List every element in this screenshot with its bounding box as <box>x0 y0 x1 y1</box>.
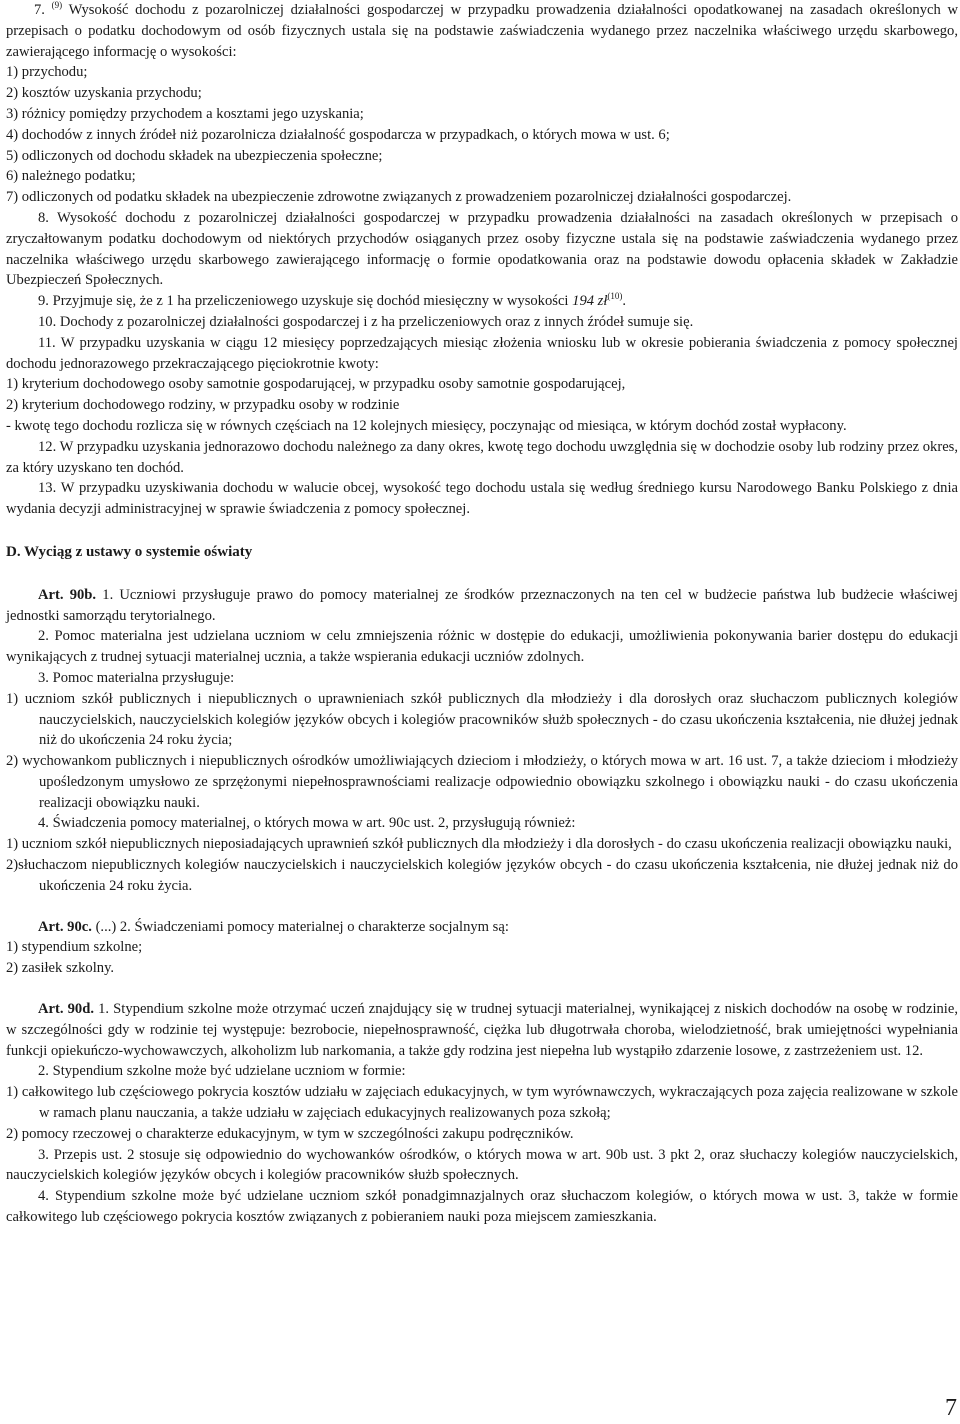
list-item: 2) wychowankom publicznych i niepublicznych ośrodków umożliwiających dzieciom i młodzieży, o których mowa w art. 16 ust. 7, a także dzieciom i młodzieży upośledzonym umysłowo ze sprzężonymi niepełnosprawnościami realizacje odpowiednio obowiązku szkolnego i obowiązku nauki - do czasu ukończenia realizacji obowiązku nauki. <box>6 753 958 811</box>
document-page <box>6 0 958 1228</box>
list-item: 1) uczniom szkół publicznych i niepublicznych o uprawnieniach szkół publicznych dla młodzieży i dla dorosłych oraz słuchaczom publicznych kolegiów nauczycielskich, nauczycielskich kolegiów języków obcych i kolegiów pracowników służb społecznych - do czasu ukończenia kształcenia, nie dłużej jednak niż do ukończenia 24 roku życia; <box>6 690 958 749</box>
art-90c: Art. 90c. (...) 2. Świadczeniami pomocy materialnej o charakterze socjalnym są: <box>38 918 509 935</box>
list-item: 4) dochodów z innych źródeł niż pozarolnicza działalność gospodarcza w przypadkach, o których mowa w ust. 6; <box>6 126 670 143</box>
list-item: 5) odliczonych od dochodu składek na ubezpieczenia społeczne; <box>6 147 383 164</box>
list-item: 6) należnego podatku; <box>6 168 136 185</box>
section-10: 10. Dochody z pozarolniczej działalności gospodarczej i z ha przeliczeniowych oraz z innych źródeł sumuje się. <box>38 313 694 330</box>
art-90b-p2: 2. Pomoc materialna jest udzielana uczniom w celu zmniejszenia różnic w dostępie do edukacji, umożliwienia pokonywania barier dostępu do edukacji wynikających z trudnej sytuacji materialnej ucznia, a także wspierania edukacji uczniów zdolnych. <box>6 628 958 666</box>
art-90d-p4: 4. Stypendium szkolne może być udzielane uczniom szkół ponadgimnazjalnych oraz słuchaczom kolegiów, o których mowa w ust. 3, także w formie całkowitego lub częściowego pokrycia kosztów związanych z pobieraniem nauki poza miejscem zamieszkania. <box>6 1188 958 1226</box>
list-item: 2) kosztów uzyskania przychodu; <box>6 85 202 102</box>
list-item: 3) różnicy pomiędzy przychodem a kosztami jego uzyskania; <box>6 105 364 122</box>
art-90b-p1: Art. 90b. 1. Uczniowi przysługuje prawo do pomocy materialnej ze środków przeznaczonych na ten cel w budżecie państwa lub budżecie właściwej jednostki samorządu terytorialnego. <box>6 586 958 624</box>
section-7-intro: 7. $^{(9)}$ Wysokość dochodu z pozarolniczej działalności gospodarczej w przypadku prowadzenia działalności opodatkowanej na zasadach określonych w przepisach o podatku dochodowym od osób fizycznych ustala się na podstawie zaświadczenia wydanego przez naczelnika właściwego urzędu skarbowego, zawierającego informację o wysokości: <box>6 0 958 60</box>
list-item: 1) stypendium szkolne; <box>6 939 143 956</box>
list-item: 2) zasiłek szkolny. <box>6 960 115 977</box>
list-item: 1) całkowitego lub częściowego pokrycia kosztów udziału w zajęciach edukacyjnych, w tym wyrównawczych, wykraczających poza zajęcia realizowane w szkole w ramach planu nauczania, a także udziału w zajęciach edukacyjnych realizowanych poza szkołą; <box>6 1084 958 1122</box>
list-item: 1) kryterium dochodowego osoby samotnie gospodarującej, w przypadku osoby samotnie gospodarującej, <box>6 376 626 393</box>
list-item: 2) pomocy rzeczowej o charakterze edukacyjnym, w tym w szczególności zakupu podręczników. <box>6 1125 574 1142</box>
section-11: 11. W przypadku uzyskania w ciągu 12 miesięcy poprzedzających miesiąc złożenia wniosku lub w okresie pobierania świadczenia z pomocy społecznej dochodu jednorazowego przekraczającego pięciokrotnie kwoty: <box>6 334 958 372</box>
section-11-tail: - kwotę tego dochodu rozlicza się w równych częściach na 12 kolejnych miesięcy, poczynając od miesiąca, w którym dochód został wypłacony. <box>6 417 847 434</box>
list-item: 1) przychodu; <box>6 64 88 81</box>
page-number: 7 <box>945 1395 957 1421</box>
art-90b-p3: 3. Pomoc materialna przysługuje: <box>38 669 235 686</box>
art-90d-p2: 2. Stypendium szkolne może być udzielane uczniom w formie: <box>38 1063 406 1080</box>
art-90d-p3: 3. Przepis ust. 2 stosuje się odpowiednio do wychowanków ośrodków, o których mowa w art. 90b ust. 3 pkt 2, oraz słuchaczy kolegiów nauczycielskich, nauczycielskich kolegiów języków obcych i kolegiów pracowników służb społecznych. <box>6 1146 958 1184</box>
list-item: 2) kryterium dochodowego rodziny, w przypadku osoby w rodzinie <box>6 397 400 414</box>
heading-section-d: D. Wyciąg z ustawy o systemie oświaty <box>6 543 253 560</box>
section-8: 8. Wysokość dochodu z pozarolniczej działalności gospodarczej w przypadku prowadzenia działalności na zasadach określonych w przepisach o zryczałtowanym podatku dochodowym od niektórych przychodów osiąganych przez osoby fizyczne ustala się na podstawie zaświadczenia wydanego przez naczelnika właściwego urzędu skarbowego zawierającego informację o formie opodatkowania oraz na podstawie dowodu opłacenia składek w Zakładzie Ubezpieczeń Społecznych. <box>6 209 958 289</box>
section-13: 13. W przypadku uzyskiwania dochodu w walucie obcej, wysokość tego dochodu ustala się według średniego kursu Narodowego Banku Polskiego z dnia wydania decyzji administracyjnej w sprawie świadczenia z pomocy społecznej. <box>6 480 958 518</box>
list-item: 1) uczniom szkół niepublicznych nieposiadających uprawnień szkół publicznych dla młodzieży i dla dorosłych - do czasu ukończenia realizacji obowiązku nauki, <box>6 836 952 853</box>
art-90d-p1: Art. 90d. 1. Stypendium szkolne może otrzymać uczeń znajdujący się w trudnej sytuacji materialnej, wynikającej z niskich dochodów na osobę w rodzinie, w szczególności gdy w rodzinie tej występuje: bezrobocie, niepełnosprawność, ciężka lub długotrwała choroba, wielodzietność, brak umiejętności wypełniania funkcji opiekuńczo-wychowawczych, alkoholizm lub narkomania, a także gdy rodzina jest niepełna lub wystąpiło zdarzenie losowe, z zastrzeżeniem ust. 12. <box>6 1001 958 1059</box>
art-90b-p4: 4. Świadczenia pomocy materialnej, o których mowa w art. 90c ust. 2, przysługują również: <box>38 815 576 832</box>
section-12: 12. W przypadku uzyskania jednorazowo dochodu należnego za dany okres, kwotę tego dochodu uwzględnia się w dochodzie osoby lub rodziny przez okres, za który uzyskano ten dochód. <box>6 438 958 476</box>
list-item: 7) odliczonych od podatku składek na ubezpieczenie zdrowotne związanych z prowadzeniem pozarolniczej działalności gospodarczej. <box>6 189 792 206</box>
list-item: 2)słuchaczom niepublicznych kolegiów nauczycielskich i nauczycielskich kolegiów języków obcych - do czasu ukończenia kształcenia, nie dłużej jednak niż do ukończenia 24 roku życia. <box>6 857 958 894</box>
section-7-list <box>6 62 958 208</box>
section-9: 9. Przyjmuje się, że z 1 ha przeliczeniowego uzyskuje się dochód miesięczny w wysokości 194 $zł^{(10)}$. <box>38 291 627 310</box>
